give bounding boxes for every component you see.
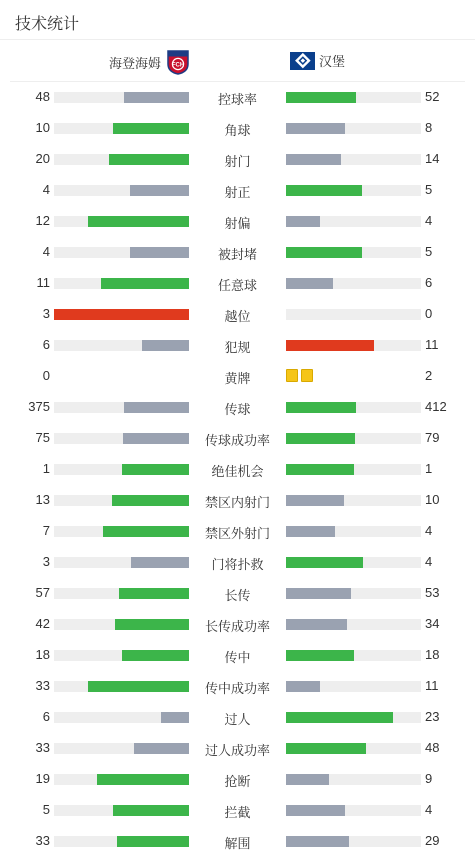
away-bar — [286, 805, 345, 816]
home-bar-track — [54, 185, 189, 196]
home-bar — [109, 154, 189, 165]
stat-label: 传中成功率 — [204, 681, 270, 696]
away-value: 4 — [425, 802, 433, 817]
away-bar — [286, 743, 366, 754]
stat-row — [0, 546, 475, 577]
home-value: 6 — [42, 337, 50, 352]
home-bar-track — [54, 278, 189, 289]
away-bar-track — [286, 526, 421, 537]
home-value: 13 — [35, 492, 50, 507]
home-bar — [88, 681, 189, 692]
away-value: 48 — [425, 740, 440, 755]
away-bar — [286, 433, 355, 444]
stat-row — [0, 267, 475, 298]
home-bar — [88, 216, 189, 227]
home-team[interactable] — [109, 50, 189, 75]
stat-row — [0, 608, 475, 639]
home-value: 20 — [35, 151, 50, 166]
stat-row — [0, 701, 475, 732]
away-bar-track — [286, 588, 421, 599]
away-value: 1 — [425, 461, 433, 476]
stat-row — [0, 81, 475, 112]
stats-list — [0, 81, 475, 856]
stat-label: 被封堵 — [217, 247, 257, 262]
home-value: 11 — [36, 275, 50, 290]
home-bar-track — [54, 650, 189, 661]
stat-label: 传球成功率 — [204, 433, 270, 448]
home-bar — [130, 247, 189, 258]
home-bar — [123, 433, 189, 444]
away-bar — [286, 216, 320, 227]
home-bar-track — [54, 402, 189, 413]
away-bar-track — [286, 681, 421, 692]
home-bar-track — [54, 92, 189, 103]
home-bar — [124, 402, 189, 413]
home-bar-track — [54, 247, 189, 258]
home-value: 75 — [35, 430, 50, 445]
stat-label: 绝佳机会 — [211, 464, 264, 479]
stat-row — [0, 732, 475, 763]
away-bar-track — [286, 743, 421, 754]
away-value: 10 — [425, 492, 440, 507]
away-value: 79 — [425, 430, 440, 445]
home-bar-track — [54, 774, 189, 785]
away-value: 4 — [425, 523, 433, 538]
home-bar — [142, 340, 189, 351]
stat-label: 禁区外射门 — [204, 526, 270, 541]
home-value: 42 — [35, 616, 50, 631]
away-bar-track — [286, 433, 421, 444]
home-bar — [112, 495, 189, 506]
away-bar-track — [286, 619, 421, 630]
away-value: 8 — [425, 120, 433, 135]
home-bar — [131, 557, 189, 568]
stat-label: 长传 — [224, 588, 251, 603]
home-bar-track — [54, 123, 189, 134]
home-crest-text: FCH — [171, 62, 185, 69]
stat-row — [0, 329, 475, 360]
home-bar — [117, 836, 189, 847]
away-bar — [286, 92, 356, 103]
stat-row — [0, 484, 475, 515]
stat-row — [0, 391, 475, 422]
away-bar — [286, 619, 347, 630]
home-bar — [122, 650, 190, 661]
home-bar — [130, 185, 189, 196]
home-bar — [103, 526, 189, 537]
stat-row — [0, 639, 475, 670]
home-bar-track — [54, 464, 189, 475]
away-bar-track — [286, 185, 421, 196]
stat-label: 射正 — [224, 185, 251, 200]
away-bar-track — [286, 805, 421, 816]
away-bar-track — [286, 774, 421, 785]
stat-row — [0, 794, 475, 825]
home-bar — [161, 712, 189, 723]
hamburg-crest-icon — [290, 52, 315, 70]
home-bar — [115, 619, 189, 630]
stat-row — [0, 298, 475, 329]
stat-label: 抢断 — [224, 774, 251, 789]
away-bar-track — [286, 309, 421, 320]
away-bar-track — [286, 402, 421, 413]
stat-label: 过人 — [224, 712, 251, 727]
stat-label: 传球 — [224, 402, 251, 417]
away-value: 11 — [425, 337, 439, 352]
away-team[interactable] — [290, 51, 345, 70]
away-bar — [286, 154, 341, 165]
home-bar — [113, 805, 189, 816]
home-bar — [97, 774, 189, 785]
away-value: 18 — [425, 647, 440, 662]
away-bar — [286, 712, 393, 723]
away-value: 5 — [425, 244, 433, 259]
home-value: 375 — [28, 399, 50, 414]
away-bar — [286, 340, 374, 351]
away-bar-track — [286, 836, 421, 847]
stat-label: 任意球 — [217, 278, 257, 293]
away-bar — [286, 681, 320, 692]
away-value: 29 — [425, 833, 440, 848]
home-bar-track — [54, 154, 189, 165]
stat-label: 传中 — [224, 650, 251, 665]
home-bar — [122, 464, 190, 475]
stat-label: 门将扑救 — [211, 557, 264, 572]
away-bar-track — [286, 495, 421, 506]
stat-label: 黄牌 — [224, 371, 251, 386]
stat-label: 犯规 — [224, 340, 251, 355]
home-value: 10 — [35, 120, 50, 135]
away-bar — [286, 650, 354, 661]
stat-label: 控球率 — [217, 92, 257, 107]
heidenheim-crest-icon — [167, 50, 189, 75]
away-bar — [286, 185, 362, 196]
away-value: 0 — [425, 306, 433, 321]
stat-row — [0, 360, 475, 391]
home-value: 5 — [42, 802, 50, 817]
home-value: 0 — [42, 368, 50, 383]
away-value: 412 — [425, 399, 447, 414]
away-bar-track — [286, 340, 421, 351]
home-value: 7 — [42, 523, 50, 538]
home-bar-track — [54, 340, 189, 351]
home-bar-track — [54, 557, 189, 568]
home-bar-track — [54, 433, 189, 444]
home-bar — [113, 123, 189, 134]
home-value: 48 — [35, 89, 50, 104]
home-value: 3 — [42, 306, 50, 321]
home-team-name: 海登海姆 — [108, 56, 161, 71]
home-bar-track — [54, 681, 189, 692]
away-value: 6 — [425, 275, 433, 290]
away-bar — [286, 495, 344, 506]
home-bar-track — [54, 619, 189, 630]
stat-label: 过人成功率 — [204, 743, 270, 758]
home-value: 1 — [42, 461, 50, 476]
stat-row — [0, 174, 475, 205]
away-bar — [286, 402, 356, 413]
home-bar-track — [54, 836, 189, 847]
away-team-name: 汉堡 — [319, 54, 346, 69]
home-bar — [101, 278, 189, 289]
stat-label: 解围 — [224, 836, 251, 851]
away-value: 34 — [425, 616, 440, 631]
home-bar-track — [54, 743, 189, 754]
stat-row — [0, 236, 475, 267]
away-bar-track — [286, 92, 421, 103]
yellow-card-icon — [301, 369, 313, 382]
stat-label: 长传成功率 — [204, 619, 270, 634]
home-bar-track — [54, 216, 189, 227]
away-bar-track — [286, 464, 421, 475]
home-value: 12 — [35, 213, 50, 228]
stat-row — [0, 577, 475, 608]
home-value: 4 — [42, 182, 50, 197]
home-bar-track — [54, 588, 189, 599]
home-bar-track — [54, 495, 189, 506]
home-value: 18 — [35, 647, 50, 662]
away-bar — [286, 588, 351, 599]
stat-row — [0, 205, 475, 236]
home-bar — [119, 588, 189, 599]
stat-row — [0, 670, 475, 701]
home-bar-track — [54, 309, 189, 320]
yellow-card-icon — [286, 369, 298, 382]
away-bar — [286, 836, 349, 847]
away-bar-track — [286, 216, 421, 227]
stat-row — [0, 143, 475, 174]
away-value: 4 — [425, 213, 433, 228]
stat-label: 射偏 — [224, 216, 251, 231]
away-bar — [286, 278, 333, 289]
home-bar — [124, 92, 189, 103]
home-value: 33 — [35, 833, 50, 848]
away-value: 53 — [425, 585, 440, 600]
away-value: 52 — [425, 89, 440, 104]
away-bar — [286, 774, 329, 785]
away-bar — [286, 247, 362, 258]
stat-row — [0, 422, 475, 453]
away-bar-track — [286, 278, 421, 289]
stat-row — [0, 515, 475, 546]
away-value: 14 — [425, 151, 440, 166]
home-value: 57 — [35, 585, 50, 600]
away-yellow-cards — [286, 369, 313, 382]
away-bar-track — [286, 557, 421, 568]
home-value: 19 — [35, 771, 50, 786]
stat-label: 拦截 — [224, 805, 251, 820]
page-title: 技术统计 — [15, 16, 80, 33]
home-bar-track — [54, 805, 189, 816]
away-value: 4 — [425, 554, 433, 569]
stat-label: 射门 — [224, 154, 251, 169]
away-bar — [286, 557, 363, 568]
away-bar — [286, 526, 335, 537]
away-bar — [286, 123, 345, 134]
away-value: 11 — [425, 678, 439, 693]
stat-label: 角球 — [224, 123, 251, 138]
stat-row — [0, 453, 475, 484]
home-value: 4 — [42, 244, 50, 259]
away-bar — [286, 464, 354, 475]
away-bar-track — [286, 712, 421, 723]
stat-row — [0, 763, 475, 794]
away-value: 23 — [425, 709, 440, 724]
away-bar-track — [286, 650, 421, 661]
home-bar — [54, 309, 189, 320]
away-bar-track — [286, 247, 421, 258]
home-value: 33 — [35, 740, 50, 755]
away-bar-track — [286, 154, 421, 165]
header — [0, 0, 475, 40]
home-value: 33 — [35, 678, 50, 693]
stat-label: 越位 — [224, 309, 251, 324]
stat-label: 禁区内射门 — [204, 495, 270, 510]
away-value: 9 — [425, 771, 433, 786]
home-bar-track — [54, 712, 189, 723]
home-value: 6 — [42, 709, 50, 724]
stat-row — [0, 112, 475, 143]
away-bar-track — [286, 123, 421, 134]
home-bar — [134, 743, 189, 754]
away-value: 5 — [425, 182, 433, 197]
home-value: 3 — [42, 554, 50, 569]
home-bar-track — [54, 526, 189, 537]
team-header — [10, 40, 465, 82]
away-value: 2 — [425, 368, 433, 383]
stat-row — [0, 825, 475, 856]
